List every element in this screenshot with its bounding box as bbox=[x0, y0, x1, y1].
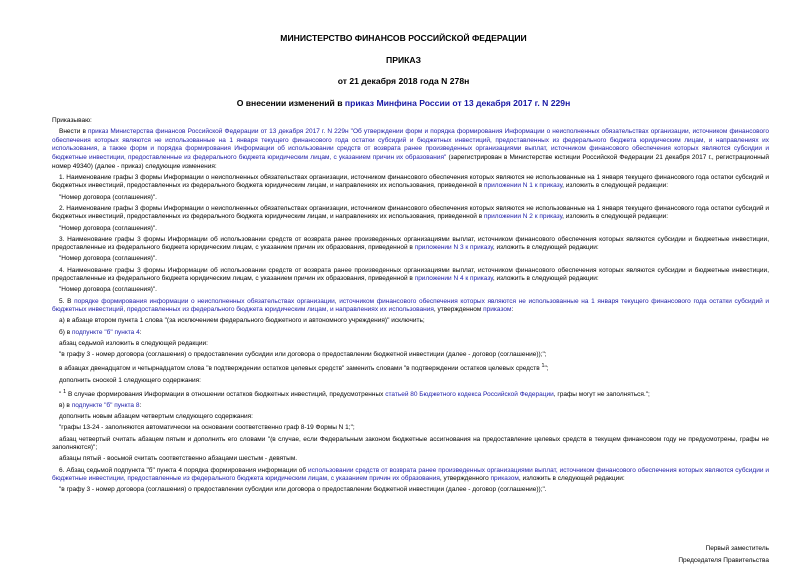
quote-4: "Номер договора (соглашения)". bbox=[59, 286, 157, 294]
quote-3: "Номер договора (соглашения)". bbox=[59, 255, 157, 263]
signature-line-2: Председателя Правительства bbox=[678, 557, 769, 564]
document-type: ПРИКАЗ bbox=[386, 55, 421, 65]
appendix-4-link[interactable]: приложении N 4 к приказу bbox=[414, 275, 493, 283]
text: , изложить в следующей редакции: bbox=[492, 275, 599, 283]
subitem-b-1: абзац седьмой изложить в следующей редакции: bbox=[59, 339, 208, 347]
text: , утвержденного bbox=[439, 475, 491, 483]
text: 6. Абзац седьмой подпункта "б" пункта 4 порядка формирования информации об bbox=[59, 466, 309, 474]
order-title-link[interactable]: "Об утверждении форм и порядка формирования Информации о неисполненных обязательствах организации, источником финансового обеспечения которых являются не использованные на 1 января текущего финансового года остатки субсидий и бюджетных инвестиций, предоставленных из федерального бюджета юридическим лицам, и направлениях их использования, а также форм и порядка формирования Информации об использовании средств от возврата ранее произведенных организациями выплат, источником финансового обеспечения которых являются субсидии и бюджетные инвестиции, предоставленные из федерального бюджета юридическим лицам, с указанием причин их образования" bbox=[52, 128, 770, 161]
footnote-mark: 1 bbox=[63, 388, 67, 395]
appendix-3-link[interactable]: приложении N 3 к приказу bbox=[414, 244, 493, 252]
text: : bbox=[511, 306, 514, 314]
document-body bbox=[52, 117, 769, 498]
text: , изложить в следующей редакции: bbox=[562, 182, 669, 190]
subpoint-b-8-link[interactable]: подпункте "б" пункта 8 bbox=[71, 402, 140, 410]
item-4 bbox=[52, 267, 769, 284]
document-subject bbox=[0, 98, 807, 108]
signature-line-1: Первый заместитель bbox=[705, 545, 769, 552]
text: В случае формирования Информации в отношении остатков бюджетных инвестиций, предусмотренных bbox=[66, 390, 386, 398]
text: , изложить в следующей редакции: bbox=[562, 213, 669, 221]
subitem-b-5 bbox=[52, 388, 769, 400]
document-date-number: от 21 декабря 2018 года N 278н bbox=[337, 76, 470, 86]
text: Внести в bbox=[59, 128, 89, 136]
order-word: Приказываю: bbox=[52, 117, 92, 124]
subitem-b bbox=[52, 329, 769, 338]
item-6 bbox=[52, 467, 769, 484]
subject-order-link[interactable]: приказ Минфина России от 13 декабря 2017 г. N 229н bbox=[344, 98, 571, 108]
text: 5. В bbox=[59, 297, 75, 305]
order-link[interactable]: приказом bbox=[483, 306, 512, 314]
procedure-link[interactable]: порядке формирования информации о неисполненных обязательствах организации, источником финансового обеспечения которых являются не использованные на 1 января текущего финансового года остатки субсидий и бюджетных инвестиций, предоставленных из федерального бюджета юридическим лицам, и направлениях их использования bbox=[52, 297, 769, 314]
text: (зарегистрирован в Министерстве юстиции Российской Федерации 21 декабря 2017 г., регистрационный номер 49340) (далее - приказ) следующие изменения: bbox=[52, 153, 770, 170]
item-3 bbox=[52, 236, 769, 253]
item-5 bbox=[52, 298, 769, 315]
subject-text: О внесении изменений в bbox=[236, 98, 345, 108]
subitem-b-4: дополнить сноской 1 следующего содержания: bbox=[59, 376, 201, 384]
subitem-c-4: абзацы пятый - восьмой считать соответственно абзацами шестым - девятым. bbox=[59, 455, 298, 463]
order-link[interactable]: приказ Министерства финансов Российской Федерации от 13 декабря 2017 г. N 229н bbox=[88, 128, 349, 136]
text: , утвержденном bbox=[433, 306, 484, 314]
text: " bbox=[59, 390, 64, 398]
subitem-c bbox=[52, 402, 769, 411]
ministry-title: МИНИСТЕРСТВО ФИНАНСОВ РОССИЙСКОЙ ФЕДЕРАЦИИ bbox=[280, 33, 527, 43]
item-2 bbox=[52, 205, 769, 222]
subitem-a: а) в абзаце втором пункта 1 слова "(за исключением федерального бюджетного и автономного учреждения)" исключить; bbox=[59, 317, 425, 325]
quote-2: "Номер договора (соглашения)". bbox=[59, 224, 157, 232]
text: 4. Наименование графы 3 формы Информации об использовании средств от возврата ранее произведенных организациями выплат, источником финансового обеспечения которых являются субсидии и бюджетные инвестиции, предоставленные из федерального бюджета юридическим лицам, с указанием причин их образования, приведенной в bbox=[52, 266, 769, 283]
appendix-2-link[interactable]: приложении N 2 к приказу bbox=[484, 213, 563, 221]
subitem-c-1: дополнить новым абзацем четвертым следующего содержания: bbox=[59, 413, 253, 421]
paragraph-intro bbox=[52, 128, 769, 171]
text: , изложить в следующей редакции: bbox=[518, 475, 625, 483]
text: , графы могут не заполняться."; bbox=[553, 390, 650, 398]
subitem-c-3: абзац четвертый считать абзацем пятым и дополнить его словами "(в случае, если Федеральным законом бюджетные ассигнования на предоставление целевых средств в текущем финансовом году не предусмотрены, графы не заполняются)"; bbox=[52, 435, 769, 452]
text: в абзацах двенадцатом и четырнадцатом слова "в подтверждении остатков целевых средств" заменить словами "в подтверждении остатков целевых средств bbox=[59, 365, 542, 373]
footnote-mark: 1 bbox=[541, 363, 545, 370]
procedure-link[interactable]: использовании средств от возврата ранее произведенных организациями выплат, источником финансового обеспечения которых являются субсидии и бюджетные инвестиции, предоставленные из федерального бюджета юридическим лицам, с указанием причин их образования bbox=[52, 466, 770, 483]
subitem-b-3 bbox=[52, 362, 769, 374]
quote-6: "в графу 3 - номер договора (соглашения) о предоставлении субсидии или договора о предоставлении бюджетной инвестиции (далее - договор (соглашение));". bbox=[59, 486, 547, 494]
text: : bbox=[139, 402, 142, 410]
subitem-b-2: "в графу 3 - номер договора (соглашения) о предоставлении субсидии или договора о предоставлении бюджетной инвестиции (далее - договор (соглашение));"; bbox=[59, 350, 547, 358]
text: 1. Наименование графы 3 формы Информации о неисполненных обязательствах организации, источником финансового обеспечения которых являются не использованные на 1 января текущего финансового года остатки субсидий и бюджетных инвестиций, предоставленных из федерального бюджета юридическим лицам, и направлениях их использования, приведенной в bbox=[52, 173, 769, 190]
text: в) в bbox=[59, 402, 72, 410]
item-1 bbox=[52, 174, 769, 191]
quote-1: "Номер договора (соглашения)". bbox=[59, 193, 157, 201]
appendix-1-link[interactable]: приложении N 1 к приказу bbox=[484, 182, 563, 190]
subpoint-b-4-link[interactable]: подпункте "б" пункта 4 bbox=[71, 328, 140, 336]
subitem-c-2: "графы 13-24 - заполняются автоматически на основании соответственно граф 8-19 Формы N 1;"; bbox=[59, 424, 355, 432]
text: "; bbox=[544, 365, 549, 373]
budget-code-article-link[interactable]: статьей 80 Бюджетного кодекса Российской Федерации bbox=[385, 390, 554, 398]
order-link[interactable]: приказом bbox=[490, 475, 519, 483]
text: 3. Наименование графы 3 формы Информации об использовании средств от возврата ранее произведенных организациями выплат, источником финансового обеспечения которых являются субсидии и бюджетные инвестиции, предоставленные из федерального бюджета юридическим лицам, с указанием причин их образования, приведенной в bbox=[52, 235, 769, 252]
text: : bbox=[139, 328, 142, 336]
text: 2. Наименование графы 3 формы Информации о неисполненных обязательствах организации, источником финансового обеспечения которых являются не использованные на 1 января текущего финансового года остатки субсидий и бюджетных инвестиций, предоставленных из федерального бюджета юридическим лицам, и направлениях их использования, приведенной в bbox=[52, 204, 769, 221]
text: , изложить в следующей редакции: bbox=[492, 244, 599, 252]
text: б) в bbox=[59, 328, 72, 336]
